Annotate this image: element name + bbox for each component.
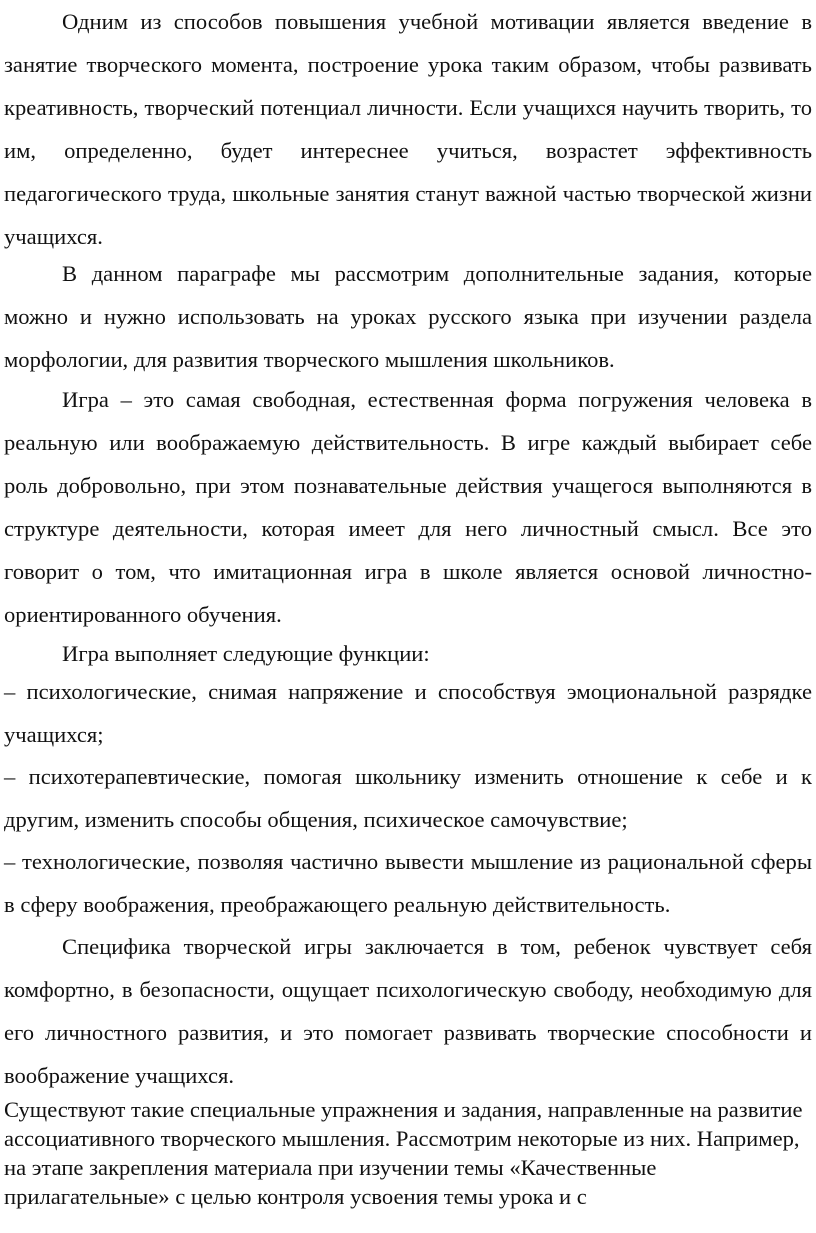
paragraph-creative-game: Специфика творческой игры заключается в том, ребенок чувствует себя комфортно, в безопасности, ощущает психологическую свободу, необходимую для его личностного развития, и это помогает развивать творческие способности и воображение учащихся. (4, 934, 812, 1088)
paragraph-functions-intro: Игра выполняет следующие функции: (62, 641, 430, 666)
paragraph-motivation: Одним из способов повышения учебной мотивации является введение в занятие творческого момента, построение урока таким образом, чтобы развивать креативность, творческий потенциал личности. Если учащихся научить творить, то им, определенно, будет интереснее учиться, возрастет эффективность педагогического труда, школьные занятия станут важной частью творческой жизни учащихся. (4, 9, 812, 249)
paragraph-exercises: Существуют такие специальные упражнения и задания, направленные на развитие ассоциативного творческого мышления. Рассмотрим некоторые из них. Например, на этапе закрепления материала при изучении темы «Качественные прилагательные» с целью контроля усвоения темы урока и с (4, 1097, 803, 1209)
paragraph-additional-tasks: В данном параграфе мы рассмотрим дополнительные задания, которые можно и нужно использовать на уроках русского языка при изучении раздела морфологии, для развития творческого мышления школьников. (4, 261, 812, 372)
list-item-technological: – технологические, позволяя частично вывести мышление из рациональной сферы в сферу воображения, преображающего реальную действительность. (4, 849, 812, 917)
list-item-psychological: – психологические, снимая напряжение и способствуя эмоциональной разрядке учащихся; (4, 679, 812, 747)
list-item-psychotherapeutic: – психотерапевтические, помогая школьнику изменить отношение к себе и к другим, изменить способы общения, психическое самочувствие; (4, 764, 812, 832)
paragraph-game-definition: Игра – это самая свободная, естественная форма погружения человека в реальную или воображаемую действительность. В игре каждый выбирает себе роль добровольно, при этом познавательные действия учащегося выполняются в структуре деятельности, которая имеет для него личностный смысл. Все это говорит о том, что имитационная игра в школе является основой личностно-ориентированного обучения. (4, 387, 812, 627)
